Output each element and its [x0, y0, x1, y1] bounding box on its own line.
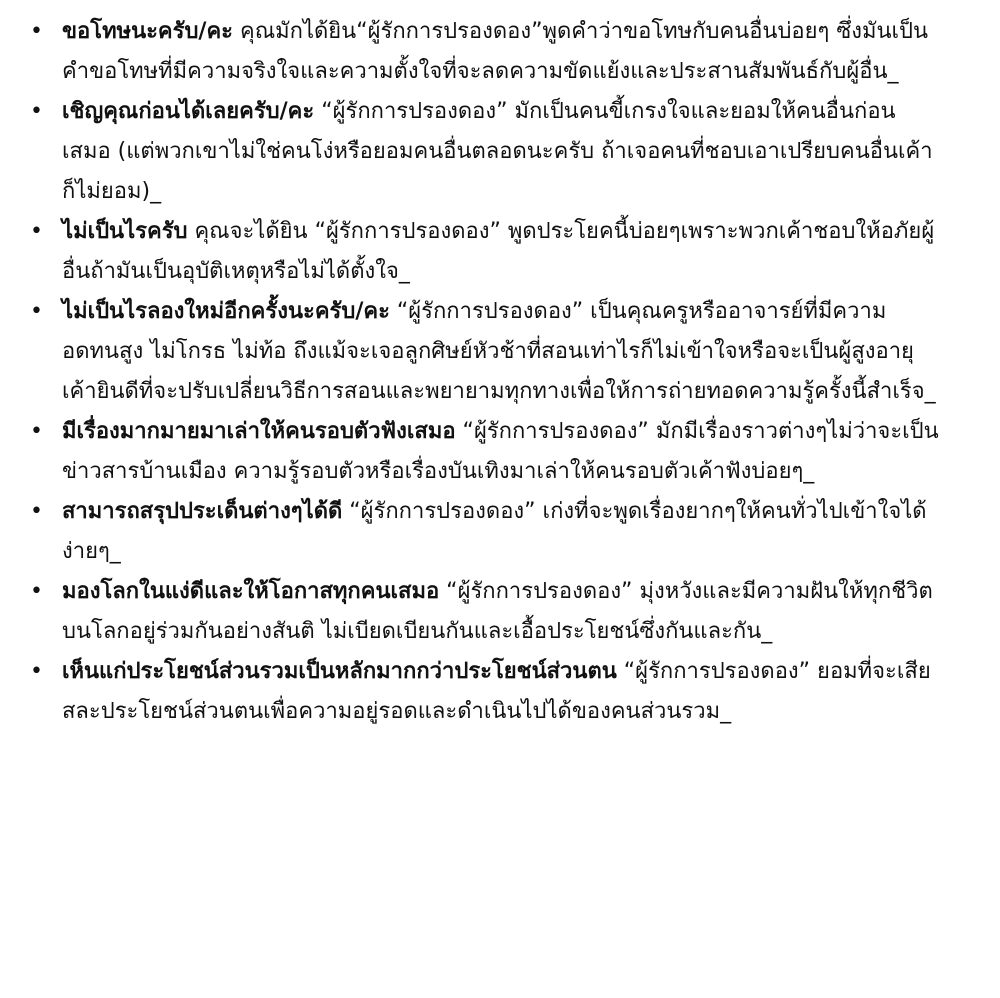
list-item	[30, 92, 940, 212]
item-heading: สามารถสรุปประเด็นต่างๆได้ดี	[62, 499, 343, 524]
item-heading: ขอโทษนะครับ/คะ	[62, 19, 233, 44]
list-item	[30, 212, 940, 292]
item-text: “ผู้รักการปรองดอง” เป็นคุณครูหรืออาจารย์ที่มีความอดทนสูง ไม่โกรธ ไม่ท้อ ถึงแม้จะเจอลูกศิษย์หัวช้าที่สอนเท่าไรก็ไม่เข้าใจหรือจะเป็นผู้สูงอายุ เค้ายินดีที่จะปรับเปลี่ยนวิธีการสอนและพยายามทุกทางเพื่อให้การถ่ายทอดความรู้ครั้งนี้สำเร็จ_	[62, 299, 936, 404]
bullet-icon: •	[30, 659, 43, 684]
bullet-icon: •	[30, 579, 43, 604]
item-heading: เห็นแก่ประโยชน์ส่วนรวมเป็นหลักมากกว่าประโยชน์ส่วนตน	[62, 659, 617, 684]
item-heading: ไม่เป็นไรครับ	[62, 219, 188, 244]
list-item	[30, 652, 940, 732]
list-item	[30, 12, 940, 92]
item-heading: มีเรื่องมากมายมาเล่าให้คนรอบตัวฟังเสมอ	[62, 419, 456, 444]
bullet-icon: •	[30, 499, 43, 524]
item-text: “ผู้รักการปรองดอง” ยอมที่จะเสียสละประโยชน์ส่วนตนเพื่อความอยู่รอดและดำเนินไปได้ของคนส่วนรวม_	[62, 659, 931, 724]
item-heading: ไม่เป็นไรลองใหม่อีกครั้งนะครับ/คะ	[62, 299, 390, 324]
bullet-icon: •	[30, 99, 43, 124]
list-item	[30, 292, 940, 412]
bullet-icon: •	[30, 219, 43, 244]
list-item	[30, 412, 940, 492]
bullet-icon: •	[30, 299, 43, 324]
item-text: “ผู้รักการปรองดอง” มักเป็นคนขี้เกรงใจและยอมให้คนอื่นก่อนเสมอ (แต่พวกเขาไม่ใช่คนโง่หรือยอมคนอื่นตลอดนะครับ ถ้าเจอคนที่ชอบเอาเปรียบคนอื่นเค้าก็ไม่ยอม)_	[62, 99, 933, 204]
item-text: “ผู้รักการปรองดอง” มักมีเรื่องราวต่างๆไม่ว่าจะเป็นข่าวสารบ้านเมือง ความรู้รอบตัวหรือเรื่องบันเทิงมาเล่าให้คนรอบตัวเค้าฟังบ่อยๆ_	[62, 419, 939, 484]
item-text: “ผู้รักการปรองดอง” เก่งที่จะพูดเรื่องยากๆให้คนทั่วไปเข้าใจได้ง่ายๆ_	[62, 499, 927, 564]
list-item	[30, 572, 940, 652]
item-text: คุณจะได้ยิน “ผู้รักการปรองดอง” พูดประโยคนี้บ่อยๆเพราะพวกเค้าชอบให้อภัยผู้อื่นถ้ามันเป็นอุบัติเหตุหรือไม่ได้ตั้งใจ_	[62, 219, 935, 284]
item-heading: เชิญคุณก่อนได้เลยครับ/คะ	[62, 99, 315, 124]
item-text: “ผู้รักการปรองดอง” มุ่งหวังและมีความฝันให้ทุกชีวิตบนโลกอยู่ร่วมกันอย่างสันติ ไม่เบียดเบียนกันและเอื้อประโยชน์ซึ่งกันและกัน_	[62, 579, 933, 644]
bullet-icon: •	[30, 19, 43, 44]
item-heading: มองโลกในแง่ดีและให้โอกาสทุกคนเสมอ	[62, 579, 440, 604]
bullet-icon: •	[30, 419, 43, 444]
list-item	[30, 492, 940, 572]
item-text: คุณมักได้ยิน“ผู้รักการปรองดอง”พูดคำว่าขอโทษกับคนอื่นบ่อยๆ ซึ่งมันเป็นคำขอโทษที่มีความจริงใจและความตั้งใจที่จะลดความขัดแย้งและประสานสัมพันธ์กับผู้อื่น_	[62, 19, 929, 84]
